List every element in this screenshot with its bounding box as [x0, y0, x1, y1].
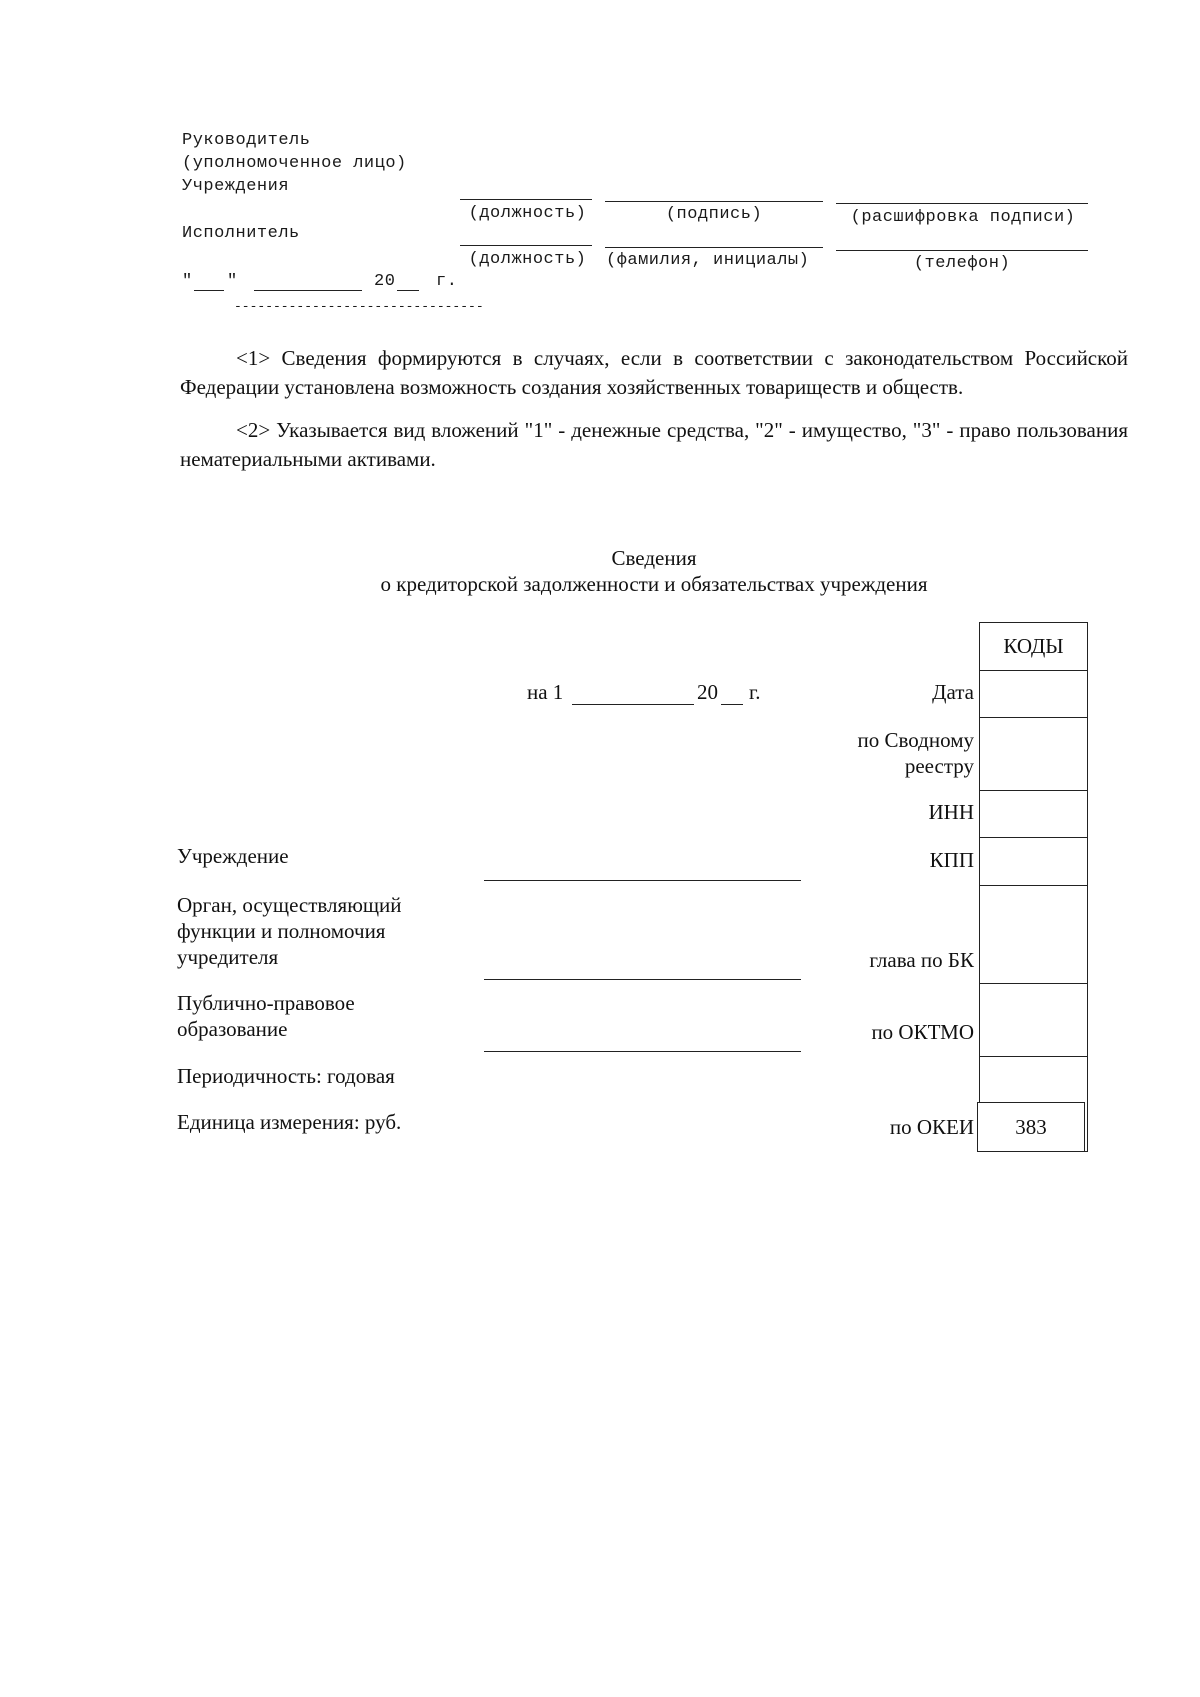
date-quote-open: " [182, 272, 193, 291]
separator-dashes: -------------------------------- [234, 299, 484, 314]
code-cell-inn[interactable] [980, 790, 1087, 838]
code-label-registry-line2: реестру [904, 754, 974, 778]
footnote-1: <1> Сведения формируются в случаях, если в соответствии с законодательством Российской Федерации установлена возможность создания хозяйственных товариществ и обществ. [180, 346, 1128, 399]
field-unit: Единица измерения: руб. [177, 1110, 402, 1134]
exec-phone-line [836, 250, 1088, 251]
code-label-glava: глава по БК [869, 948, 974, 972]
code-cell-glava[interactable] [980, 885, 1087, 984]
executor-label: Исполнитель [182, 224, 300, 243]
field-institution-line [484, 880, 801, 881]
exec-caption-position: (должность) [468, 250, 587, 269]
head-label-line1: Руководитель [182, 131, 311, 150]
field-periodicity: Периодичность: годовая [177, 1064, 395, 1088]
field-public-line [484, 1051, 801, 1052]
footnote-2: <2> Указывается вид вложений "1" - денежные средства, "2" - имущество, "3" - право пользования нематериальными активами. [180, 418, 1128, 471]
form-subtitle: о кредиторской задолженности и обязательствах учреждения [380, 572, 928, 596]
head-position-line [460, 199, 592, 200]
field-public-line2: образование [177, 1017, 288, 1041]
field-founder-line [484, 979, 801, 980]
code-cell-empty[interactable] [980, 1056, 1087, 1105]
field-institution-label: Учреждение [177, 844, 289, 868]
codes-table [979, 622, 1088, 1152]
head-caption-decoding: (расшифровка подписи) [850, 208, 1076, 227]
code-cell-oktmo[interactable] [980, 983, 1087, 1057]
code-cell-kpp[interactable] [980, 837, 1087, 886]
exec-name-line [605, 247, 823, 248]
head-label-line2: (уполномоченное лицо) [182, 154, 407, 173]
code-label-okei: по ОКЕИ [889, 1115, 974, 1139]
date-month-line [254, 290, 362, 291]
code-label-date: Дата [932, 680, 974, 704]
exec-caption-phone: (телефон) [913, 254, 1011, 273]
date-quote-close: " [227, 272, 238, 291]
head-decoding-line [836, 203, 1088, 204]
date-day-line [194, 290, 224, 291]
report-date-year-line [721, 704, 743, 705]
date-year-suffix: г. [436, 272, 458, 291]
field-founder-line1: Орган, осуществляющий [177, 893, 402, 917]
head-signature-line [605, 201, 823, 202]
code-label-oktmo: по ОКТМО [871, 1020, 974, 1044]
code-label-registry-line1: по Сводному [857, 728, 974, 752]
report-date-year: 20 [697, 680, 718, 704]
head-caption-signature: (подпись) [665, 205, 763, 224]
head-caption-position: (должность) [468, 204, 587, 223]
code-label-kpp: КПП [929, 848, 974, 872]
report-date-suffix: г. [749, 680, 761, 704]
date-year-prefix: 20 [374, 272, 396, 291]
form-title: Сведения [611, 546, 697, 570]
field-founder-line2: функции и полномочия [177, 919, 386, 943]
field-founder-line3: учредителя [177, 945, 279, 969]
report-date-prefix: на 1 [527, 680, 564, 704]
field-public-line1: Публично-правовое [177, 991, 355, 1015]
report-date-month-line [572, 704, 694, 705]
date-year-line [397, 290, 419, 291]
code-cell-date[interactable] [980, 670, 1087, 718]
codes-header: КОДЫ [1003, 634, 1064, 658]
code-cell-registry[interactable] [980, 717, 1087, 791]
exec-position-line [460, 245, 592, 246]
code-cell-okei: 383 [977, 1102, 1085, 1152]
head-label-line3: Учреждения [182, 177, 290, 196]
code-label-inn: ИНН [928, 800, 974, 824]
exec-caption-name: (фамилия, инициалы) [606, 251, 810, 270]
